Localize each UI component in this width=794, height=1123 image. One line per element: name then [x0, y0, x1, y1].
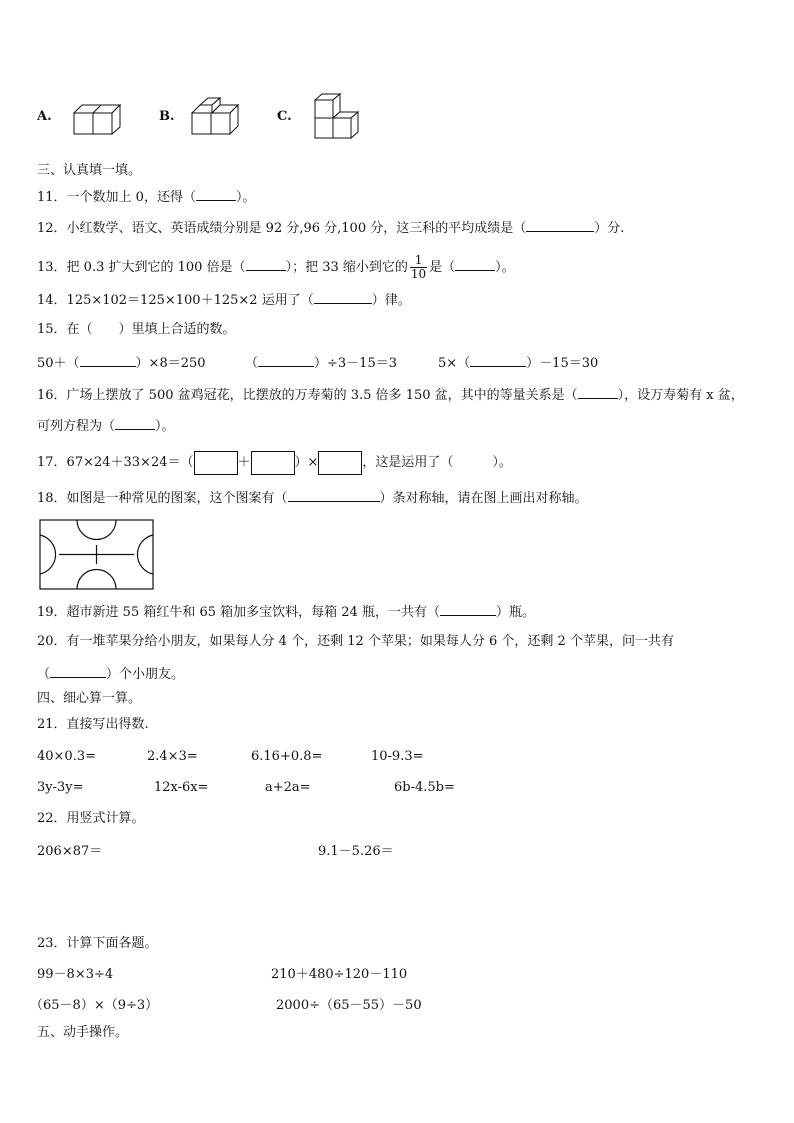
q16-blank-1[interactable] [578, 386, 618, 399]
question-11 [37, 188, 255, 206]
q18-blank[interactable] [288, 489, 380, 502]
q16-text: 16．广场上摆放了 500 盆鸡冠花，比摆放的万寿菊的 3.5 倍多 150 盆，其中的等量关系是（ [37, 388, 578, 403]
question-16 [37, 386, 744, 404]
question-15-part-c [438, 354, 598, 372]
q16b-text: 可列方程为（ [37, 419, 116, 434]
q23-item-1: 99－8×3÷4 [37, 967, 114, 982]
q15b-blank[interactable] [258, 354, 314, 367]
q13-text-mid: ）；把 33 缩小到它的 [285, 260, 408, 275]
q19-text-end: ）瓶。 [495, 605, 535, 620]
q21-item-3: 6.16+0.8= [251, 749, 323, 764]
q15a-blank[interactable] [80, 354, 136, 367]
q19-text: 19．超市新进 55 箱红牛和 65 箱加多宝饮料，每箱 24 瓶，一共有（ [37, 605, 440, 620]
question-20: 20．有一堆苹果分给小朋友，如果每人分 4 个，还剩 12 个苹果；如果每人分 6 个，还剩 2 个苹果，问一共有 [37, 634, 674, 649]
question-15-part-a [37, 354, 206, 372]
q21-item-1: 40×0.3= [37, 749, 97, 764]
q12-text-end: ）分. [594, 221, 625, 236]
q15c-text-end: ）－15＝30 [526, 356, 599, 371]
q20b-text-end: ）个小朋友。 [106, 667, 185, 682]
q15c-text: 5×（ [438, 356, 471, 371]
q21-item-5: 3y-3y= [37, 780, 84, 795]
option-b-figure [190, 97, 242, 135]
q13-blank-2[interactable] [455, 258, 495, 271]
question-20-line-2 [37, 665, 184, 683]
q22-item-2: 9.1－5.26＝ [318, 844, 394, 859]
question-14 [37, 291, 411, 309]
q13-fraction [410, 254, 427, 281]
symmetry-pattern-figure[interactable] [39, 519, 155, 591]
q18-text: 18．如图是一种常见的图案，这个图案有（ [37, 491, 288, 506]
question-23: 23．计算下面各题。 [37, 936, 158, 951]
q23-item-2: 210＋480÷120－110 [271, 967, 408, 982]
q22-item-1: 206×87＝ [37, 844, 103, 859]
q21-item-4: 10-9.3= [371, 749, 424, 764]
q12-blank[interactable] [526, 219, 594, 232]
section-3-heading: 三、认真填一填。 [37, 163, 142, 178]
q11-blank[interactable] [196, 188, 236, 201]
q11-text-end: ）。 [235, 190, 256, 205]
question-12 [37, 219, 624, 237]
section-5-heading: 五、动手操作。 [37, 1025, 129, 1040]
question-22: 22．用竖式计算。 [37, 811, 145, 826]
q21-item-6: 12x-6x= [154, 780, 209, 795]
q14-text: 14．125×102＝125×100＋125×2 运用了（ [37, 293, 314, 308]
section-4-heading: 四、细心算一算。 [37, 691, 142, 706]
question-18 [37, 489, 588, 507]
q11-text: 11．一个数加上 0，还得（ [37, 190, 196, 205]
q15b-text: （ [245, 356, 259, 371]
q23-item-4: 2000÷（65－55）－50 [276, 998, 422, 1013]
q12-text: 12．小红数学、语文、英语成绩分别是 92 分,96 分,100 分，这三科的平均成绩是（ [37, 221, 527, 236]
q21-item-2: 2.4×3= [147, 749, 198, 764]
q15a-text-end: ）×8＝250 [135, 356, 206, 371]
question-15: 15．在（ ）里填上合适的数。 [37, 322, 236, 337]
q21-item-7: a+2a= [265, 780, 311, 795]
q16-text-end: ），设万寿菊有 x 盆， [617, 388, 744, 403]
q19-blank[interactable] [440, 603, 496, 616]
q14-text-end: ）律。 [371, 293, 411, 308]
q17-box-2[interactable] [251, 451, 295, 475]
option-c-label: C. [277, 109, 292, 124]
q18-text-end: ）条对称轴，请在图上画出对称轴。 [379, 491, 588, 506]
option-a-label: A. [37, 109, 52, 124]
q20-blank[interactable] [50, 665, 106, 678]
question-21: 21．直接写出得数. [37, 717, 149, 732]
q23-item-3: （65－8）×（9÷3） [30, 998, 159, 1013]
question-13 [37, 254, 515, 281]
fraction-numerator: 1 [410, 254, 427, 268]
question-17 [37, 450, 512, 476]
option-b-label: B. [159, 109, 175, 124]
q15a-text: 50＋（ [37, 356, 80, 371]
q17-times: ）× [294, 455, 319, 470]
q17-text-end: ，这是运用了（ ）。 [362, 455, 512, 470]
question-19 [37, 603, 535, 621]
q17-box-1[interactable] [194, 451, 238, 475]
q15b-text-end: ）÷3－15＝3 [314, 356, 397, 371]
q21-item-8: 6b-4.5b= [394, 780, 455, 795]
q14-blank[interactable] [314, 291, 372, 304]
q13-text-mid2: 是（ [429, 260, 456, 275]
q17-text: 17．67×24＋33×24＝（ [37, 455, 194, 470]
q16b-text-end: ）。 [155, 419, 175, 434]
option-c-figure [312, 92, 362, 142]
question-16-line-2 [37, 417, 175, 435]
q20b-text: （ [37, 667, 51, 682]
q13-text: 13．把 0.3 扩大到它的 100 倍是（ [37, 260, 246, 275]
q13-blank-1[interactable] [246, 258, 286, 271]
q15c-blank[interactable] [470, 354, 526, 367]
q17-plus: ＋ [237, 455, 251, 470]
q17-box-3[interactable] [318, 451, 362, 475]
option-a-figure [72, 103, 124, 135]
q13-text-end: ）。 [495, 260, 515, 275]
question-15-part-b [245, 354, 397, 372]
q16-blank-2[interactable] [115, 417, 155, 430]
fraction-denominator: 10 [410, 267, 427, 281]
